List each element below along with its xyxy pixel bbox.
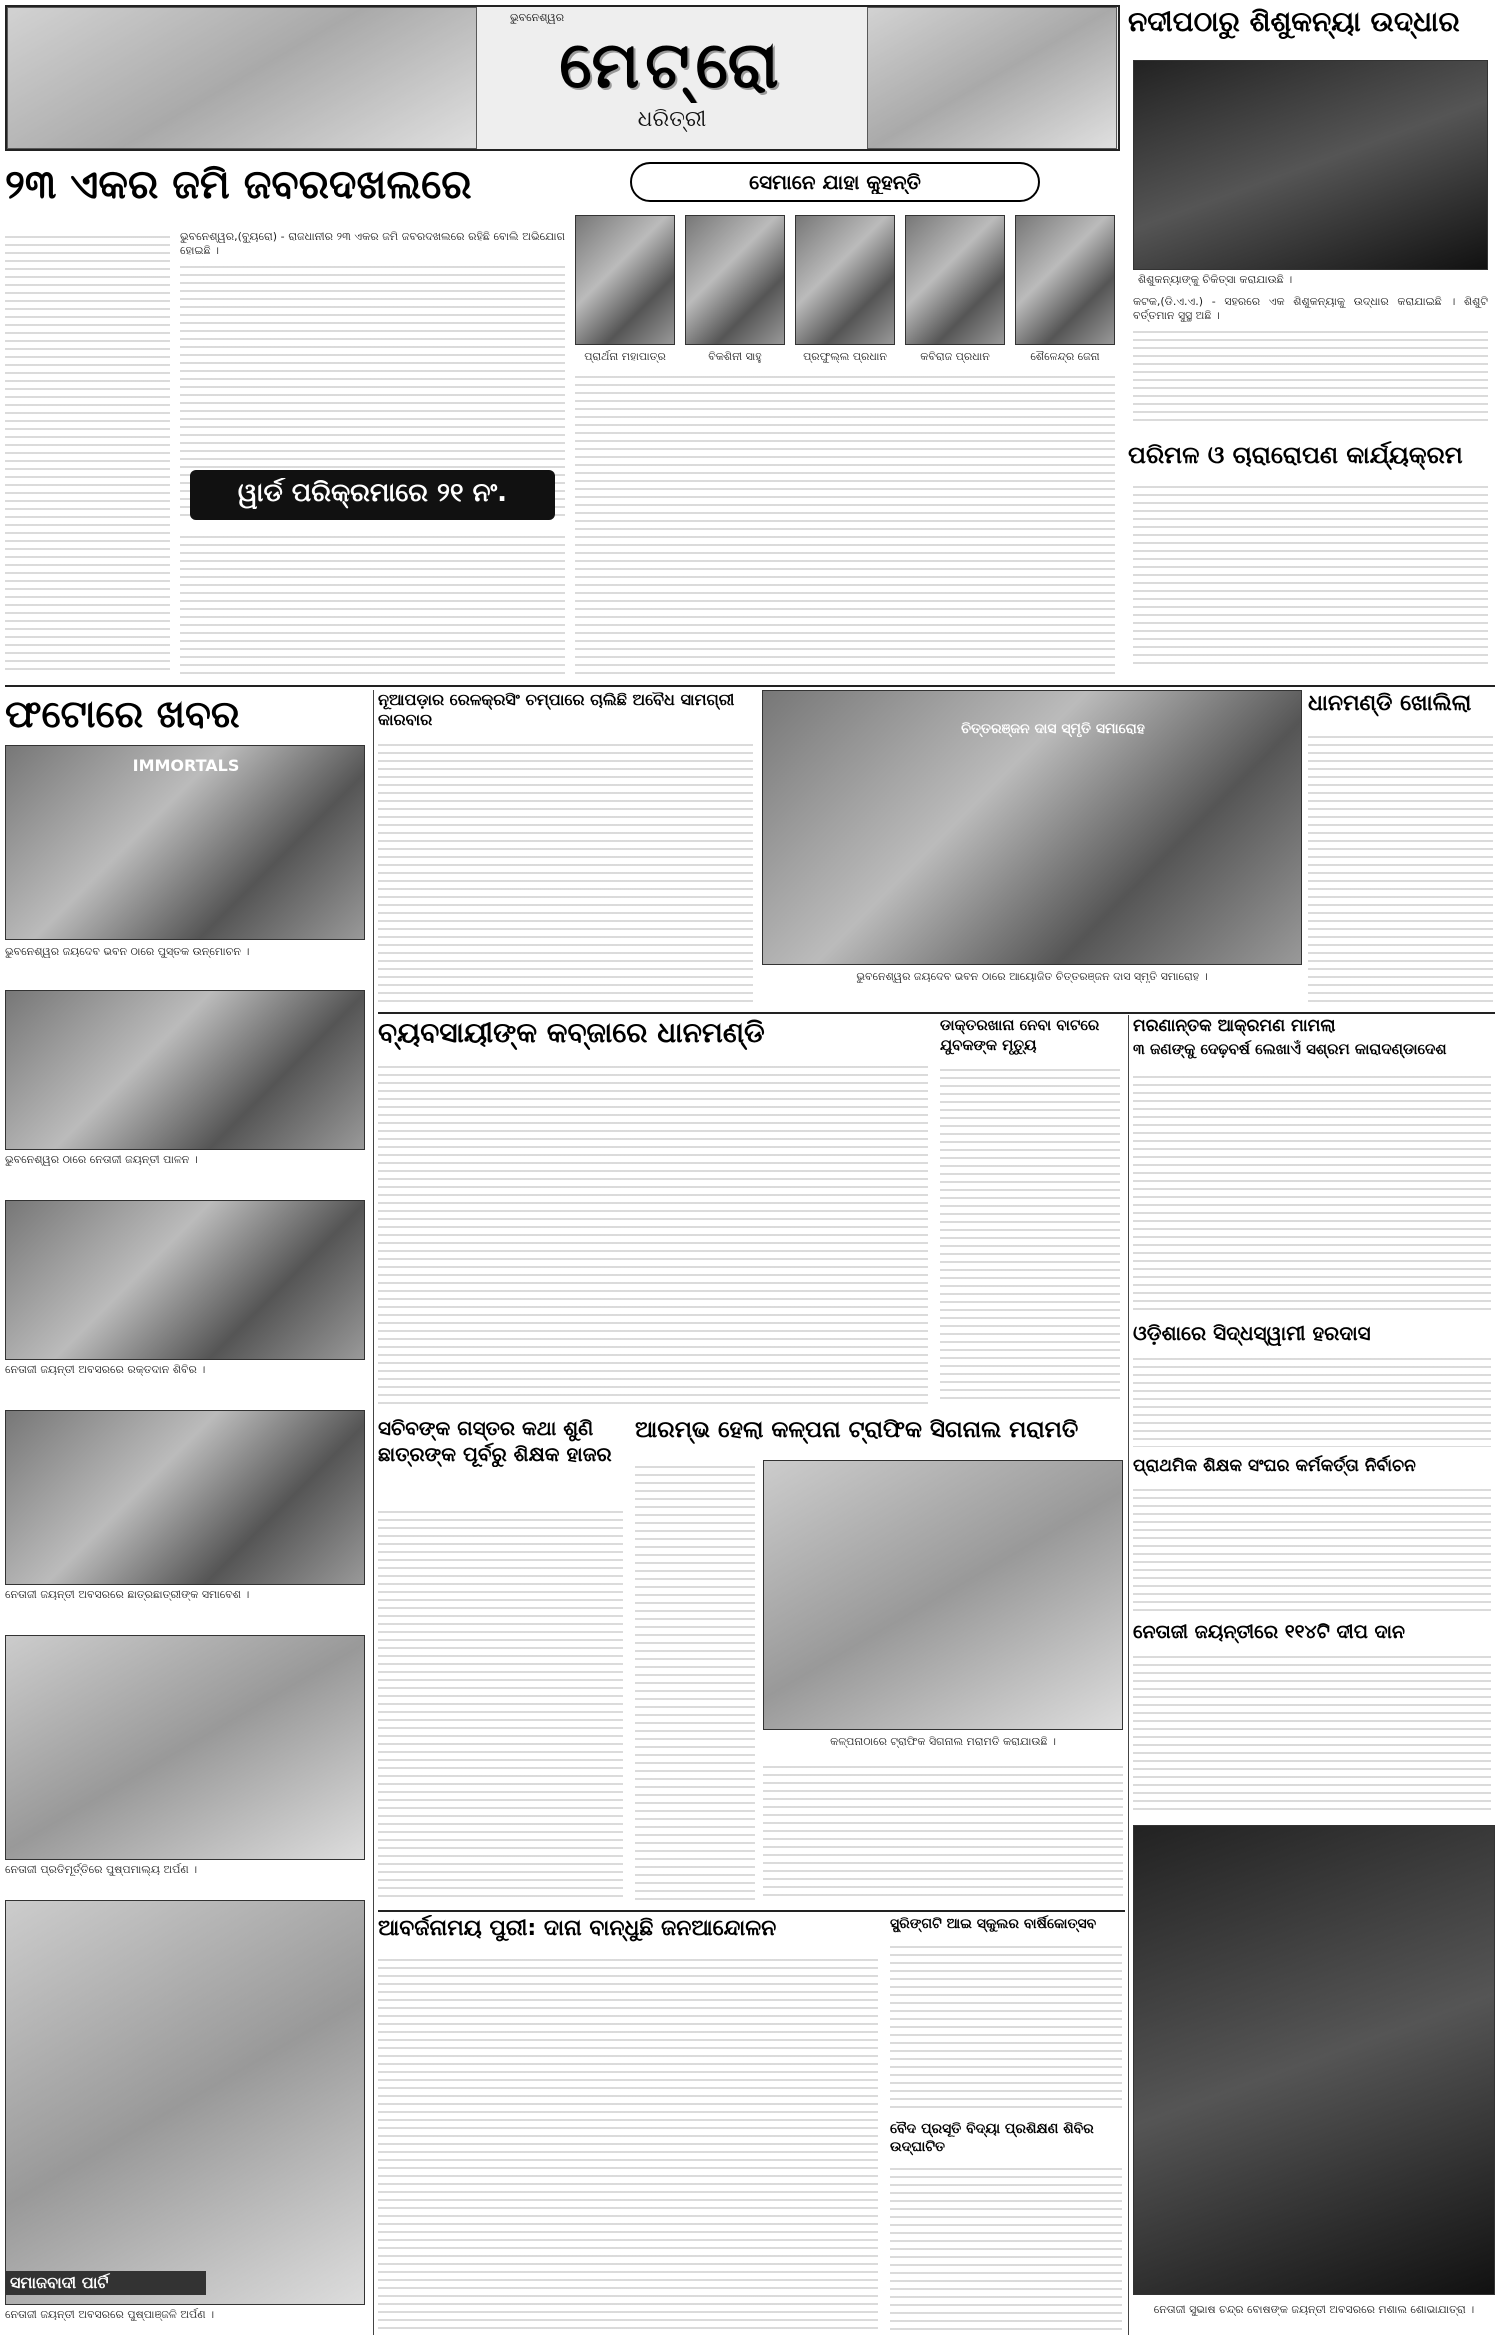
- article-ceremony: [762, 690, 1302, 1010]
- article-plantation: [1128, 440, 1495, 675]
- sentence-body: [1133, 1070, 1491, 1310]
- mandi-body: [1308, 730, 1493, 1005]
- rescue-body-text: କଟକ,(ଡି.ଏ.ଏ.) - ସହରରେ ଏକ ଶିଶୁକନ୍ୟାକୁ ଉଦ୍ଧାର କରାଯାଇଛି । ଶିଶୁଟି ବର୍ତ୍ତମାନ ସୁସ୍ଥ ଅଛି ।: [1133, 295, 1488, 322]
- they-say-banner-text: ସେମାନେ ଯାହା କୁହନ୍ତି: [749, 170, 921, 194]
- ceremony-photo: [762, 690, 1302, 965]
- sentence-subhead: ୩ ଜଣଙ୍କୁ ଦେଢ଼ବର୍ଷ ଲେଖାଏଁ ସଶ୍ରମ କାରାଦଣ୍ଡାଦେଶ: [1133, 1040, 1447, 1058]
- masthead: [5, 5, 1120, 151]
- sidheswar-headline: ଓଡ଼ିଶାରେ ସିଦ୍ଧସ୍ୱାମୀ ହରଦାସ: [1133, 1321, 1371, 1345]
- article-training: [890, 2120, 1125, 2335]
- traffic-body: [635, 1460, 755, 1900]
- traffic-headline: ଆରମ୍ଭ ହେଲା କଳ୍ପନା ଟ୍ରାଫିକ ସିଗନାଲ ମରାମତି: [635, 1417, 1079, 1443]
- merchants-body: [378, 1060, 928, 1405]
- rescue-body: [1133, 295, 1488, 425]
- photo-news-3: [5, 1200, 365, 1360]
- rescue-photo: [1133, 60, 1488, 270]
- doctor-body: [940, 1063, 1120, 1403]
- article-merchants: [378, 1015, 933, 1410]
- article-school: [890, 1915, 1125, 2115]
- masthead-title: ମେଟ୍ରୋ: [559, 29, 785, 103]
- crossing-headline: ନୂଆପଡ଼ାର ରେଳକ୍ରସିଂ ଚମ୍ପାରେ ଚାଲିଛି ଅବୈଧ ସାମଗ୍ରୀ କାରବାର: [378, 690, 735, 729]
- teacher-absent-body: [378, 1505, 623, 1900]
- immortals-banner: IMMORTALS: [132, 756, 240, 775]
- photo-news-6: [5, 1900, 365, 2305]
- torch-caption: ନେତାଜୀ ସୁଭାଷ ଚନ୍ଦ୍ର ବୋଷଙ୍କ ଜୟନ୍ତୀ ଅବସରରେ ମଶାଲ ଶୋଭାଯାତ୍ରା ।: [1153, 2303, 1475, 2316]
- mandi-headline: ଧାନମଣ୍ଡି ଖୋଲିଲା: [1308, 691, 1472, 716]
- they-say-photo-2: [685, 215, 785, 345]
- sentence-headline: ମରଣାନ୍ତକ ଆକ୍ରମଣ ମାମଲା: [1133, 1016, 1336, 1036]
- ward-banner-text: ୱାର୍ଡ ପରିକ୍ରମାରେ ୨୧ ନଂ.: [237, 478, 508, 508]
- garbage-headline: ଆବର୍ଜନାମୟ ପୁରୀ: ଦାନା ବାନ୍ଧୁଛି ଜନଆନ୍ଦୋଳନ: [378, 1916, 777, 1941]
- article-sidheswar: [1133, 1320, 1495, 1450]
- school-body: [890, 1940, 1122, 2110]
- they-say-name-5: ଶୈଳେନ୍ଦ୍ର ଜେନା: [1030, 350, 1100, 363]
- article-garbage: [378, 1915, 883, 2335]
- article-teachers-union: [1133, 1455, 1495, 1615]
- traffic-caption: କଳ୍ପନାଠାରେ ଟ୍ରାଫିକ ସିଗନାଲ ମରାମତି କରାଯାଉଛି ।: [830, 1735, 1056, 1748]
- article-rescue: [1128, 5, 1495, 465]
- they-say-name-1: ପ୍ରାର୍ଥନା ମହାପାତ୍ର: [584, 350, 666, 363]
- they-say-banner: [630, 162, 1040, 202]
- article-land: [5, 160, 565, 680]
- plantation-headline: ପରିମଳ ଓ ଚାରାରୋପଣ କାର୍ଯ୍ୟକ୍ରମ: [1128, 441, 1463, 469]
- sidheswar-body: [1133, 1352, 1491, 1447]
- netaji-headline: ନେତାଜୀ ଜୟନ୍ତୀରେ ୧୧୪ଟି ଦୀପ ଦାନ: [1133, 1621, 1406, 1643]
- teacher-absent-headline: ସଚିବଙ୍କ ଗସ୍ତର କଥା ଶୁଣି ଛାତ୍ରଙ୍କ ପୂର୍ବରୁ ଶିକ୍ଷକ ହାଜର: [378, 1416, 612, 1466]
- they-say-photo-3: [795, 215, 895, 345]
- article-they-say: [570, 160, 1120, 680]
- school-headline: ସ୍ପ୍ରିଙ୍ଗଟି ଆଇ ସ୍କୁଲର ବାର୍ଷିକୋତ୍ସବ: [890, 1916, 1097, 1932]
- building-photo: [867, 7, 1117, 149]
- they-say-body: [575, 370, 1115, 675]
- they-say-photo-4: [905, 215, 1005, 345]
- training-headline: ବୈଦ ପ୍ରସୂତି ବିଦ୍ୟା ପ୍ରଶିକ୍ଷଣ ଶିବିର ଉଦ୍‌ଘାଟିତ: [890, 2121, 1094, 2155]
- land-body-lower: [180, 530, 565, 675]
- merchants-headline: ବ୍ୟବସାୟୀଙ୍କ କବ୍‌ଜାରେ ଧାନମଣ୍ଡି: [378, 1016, 765, 1049]
- photo-news-caption-5: ନେତାଜୀ ପ୍ରତିମୂର୍ତ୍ତିରେ ପୁଷ୍ପମାଲ୍ୟ ଅର୍ପଣ ।: [5, 1863, 198, 1876]
- traffic-photo: [763, 1460, 1123, 1730]
- rescue-caption: ଶିଶୁକନ୍ୟାଙ୍କୁ ଚିକିତ୍ସା କରାଯାଉଛି ।: [1138, 273, 1293, 286]
- training-body: [890, 2162, 1122, 2332]
- they-say-name-2: ବିକଶିନୀ ସାହୁ: [708, 350, 762, 363]
- they-say-name-3: ପ୍ରଫୁଲ୍ଲ ପ୍ରଧାନ: [803, 350, 887, 363]
- plantation-body: [1133, 480, 1488, 670]
- article-netaji: [1133, 1620, 1495, 1820]
- land-body-left: [5, 230, 170, 675]
- garbage-body: [378, 1953, 878, 2333]
- torch-photo: [1133, 1825, 1495, 2295]
- doctor-headline: ଡାକ୍ତରଖାନା ନେବା ବାଟରେ ଯୁବକଙ୍କ ମୃତ୍ୟୁ: [940, 1016, 1100, 1054]
- photo-news-2: [5, 990, 365, 1150]
- photo-news-caption-6: ନେତାଜୀ ଜୟନ୍ତୀ ଅବସରରେ ପୁଷ୍ପାଞ୍ଜଳି ଅର୍ପଣ ।: [5, 2308, 215, 2321]
- ceremony-caption: ଭୁବନେଶ୍ୱର ଜୟଦେବ ଭବନ ଠାରେ ଆୟୋଜିତ ଚିତ୍ତରଞ୍ଜନ ଦାସ ସ୍ମୃତି ସମାରୋହ ।: [856, 970, 1208, 983]
- photo-news-5: [5, 1635, 365, 1860]
- article-traffic: [635, 1415, 1125, 1905]
- temple-photo: [7, 7, 477, 149]
- article-crossing: [378, 690, 758, 1010]
- teachers-union-headline: ପ୍ରାଥମିକ ଶିକ୍ଷକ ସଂଘର କର୍ମକର୍ତ୍ତା ନିର୍ବାଚନ: [1133, 1456, 1416, 1476]
- photo-news-caption-2: ଭୁବନେଶ୍ୱର ଠାରେ ନେତାଜୀ ଜୟନ୍ତୀ ପାଳନ ।: [5, 1153, 198, 1166]
- land-body-text: ଭୁବନେଶ୍ୱର,(ବ୍ୟୁରୋ) - ରାଜଧାନୀର ୨୩ ଏକର ଜମି ଜବରଦଖଲରେ ରହିଛି ବୋଲି ଅଭିଯୋଗ ହୋଇଛି ।: [180, 230, 565, 257]
- netaji-body: [1133, 1650, 1491, 1815]
- masthead-subtitle: ଧରିତ୍ରୀ: [637, 107, 707, 132]
- ward-banner: [190, 470, 555, 520]
- photo-news-1: [5, 745, 365, 940]
- article-sentence: [1133, 1015, 1495, 1315]
- article-torch: [1133, 1825, 1495, 2335]
- they-say-photo-5: [1015, 215, 1115, 345]
- ceremony-banner: ଚିତ୍ତରଞ୍ଜନ ଦାସ ସ୍ମୃତି ସମାରୋହ: [961, 721, 1145, 737]
- land-headline: ୨୩ ଏକର ଜମି ଜବରଦଖଲରେ: [5, 162, 472, 208]
- photo-news-caption-1: ଭୁବନେଶ୍ୱର ଜୟଦେବ ଭବନ ଠାରେ ପୁସ୍ତକ ଉନ୍ମୋଚନ ।: [5, 945, 250, 958]
- dateline: ଭୁବନେଶ୍ୱର: [509, 11, 565, 24]
- article-mandi: [1308, 690, 1495, 1010]
- article-teacher-absent: [378, 1415, 628, 1905]
- party-banner: ସମାଜବାଦୀ ପାର୍ଟି: [6, 2271, 206, 2295]
- rescue-headline: ନଦୀପଠାରୁ ଶିଶୁକନ୍ୟା ଉଦ୍ଧାର: [1128, 5, 1460, 38]
- crossing-body: [378, 738, 753, 1003]
- photo-news-4: [5, 1410, 365, 1585]
- article-doctor: [940, 1015, 1125, 1410]
- photo-news-column: [5, 690, 370, 2335]
- photo-news-caption-4: ନେତାଜୀ ଜୟନ୍ତୀ ଅବସରରେ ଛାତ୍ରଛାତ୍ରୀଙ୍କ ସମାବେଶ ।: [5, 1588, 250, 1601]
- teachers-union-body: [1133, 1483, 1491, 1611]
- they-say-name-4: କବିରାଜ ପ୍ରଧାନ: [920, 350, 990, 363]
- photo-news-caption-3: ନେତାଜୀ ଜୟନ୍ତୀ ଅବସରରେ ରକ୍ତଦାନ ଶିବିର ।: [5, 1363, 206, 1376]
- traffic-body-lower: [763, 1760, 1123, 1900]
- they-say-photo-1: [575, 215, 675, 345]
- photo-news-headline: ଫଟୋରେ ଖବର: [5, 692, 240, 736]
